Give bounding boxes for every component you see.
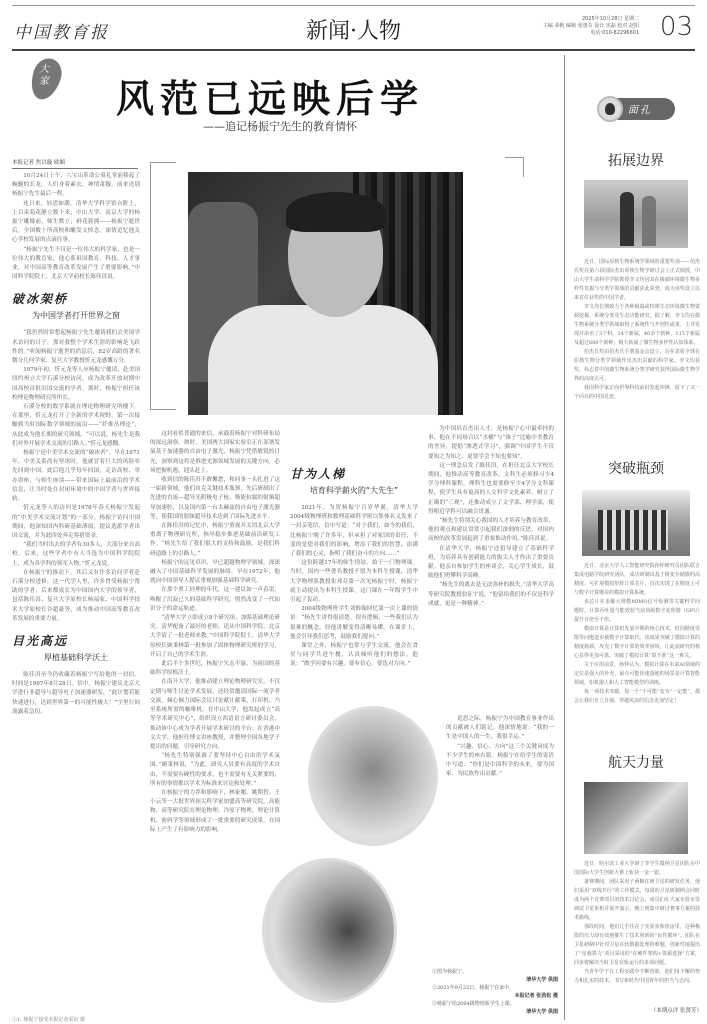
portrait-photo — [188, 172, 463, 415]
paragraph: 那段时间，他们几乎住在了实验室和机房里，这种极限的压力却有效地催生了技术创新的“良性循环”。团队在卫星研制中针对卫星在轨数据处理的难题，创新性地提出了“星载算力”项目采用的“在硬件架构+资源选择”方案，同步将解决当时卫星在轨运行的多项问题。 — [574, 924, 700, 966]
paragraph: “杨振宁先生不仅是一位伟大的科学家，也是一位伟大的教育家，他心系祖国教育、科技、人才事业，对中国高等教育改革发展产生了重要影响。”中国科学院院士、北京大学前校长陈佳洱说。 — [12, 246, 140, 281]
article-column-3 — [290, 465, 418, 724]
paragraph: 2021年，为贺杨振宁百岁华诞，清华大学2004级物理班和数理基础科学班以集体名义发来了一封亲笔信，信中写道：“对于我们，如今的我们，比杨振宁晚了许多年，但承担了对家国的责任，不变的是您对我们的影响，增添了我们的智慧，添满了我们的心灵，指明了我们奋斗的方向……” — [290, 505, 418, 558]
article-column-4 — [428, 425, 554, 945]
paragraph: 在杨振宁的推动下，其后又有许多访问学者赴石溪分校进修，这一代学人里，许多曾受杨振宁帮助的学者，后来都成长为中国国内大学的领导者，包括陈佳洱、复旦大学原校长杨福家、中国科学技术大学原校长谷超豪等，成为推动中国高等教育改革发展的重要力量。 — [12, 569, 140, 622]
issue-meta — [543, 16, 639, 37]
paragraph: 我国科学家正向世界科技前沿发起冲锋，留下了又一个闪亮的中国足迹。 — [574, 385, 700, 400]
section-heading: 目光高远 — [12, 633, 69, 648]
paragraph: 收到信的陈佳洱不敢懈怠，和同事一头扎进了这一崭新领域。他们攻克关键技术瓶颈，先后研制出了先进的直流—超导光阴极电子枪、吸能抗腐的射频超导加速腔，以及国内第一台太赫兹的自由电子激光器等，使我国的射频超导技术达到了国际先进水平。 — [150, 477, 280, 520]
paragraph: 为中国培育杰出人才，是杨振宁心中最牵挂的事。他在不同场合以“水桶”与“锥子”比喻中美教育的差异，提倡“渗透式学习”，强调“中国学生不仅要知之为知之，更要学会不知也要知”。 — [428, 426, 554, 460]
sidebar-story-heading: 突破瓶颈 — [608, 461, 664, 477]
paragraph: 近日，北京大学人工智能研究院孙仲研究员团队联合集成电路学院研究团队，成功研制出基于阻变存储器的高精度、可扩展模拟矩阵计算芯片，首次实现了在精度上可与数字计算媲美的模拟计算系统。 — [574, 563, 700, 596]
paragraph: “兴趣、信心、方向”这三个关键词成为不少学生的座右铭。杨振宁在给学生的寄语中写道：“你们是中国科学的未来，要为国家、为民族作出贡献。” — [446, 743, 554, 778]
paragraph: 该芯片在求解大规模MIMO信号检测等关键科学问题时，计算吞吐量与能效较当前顶级数字处理器（GPU）提升百倍至千倍。 — [574, 599, 700, 623]
circle-photo-2 — [262, 858, 397, 1003]
photo-captions — [432, 968, 558, 1016]
photo-frame-corner — [523, 157, 524, 177]
caption-credit: 本报记者 张劲松 摄 — [514, 993, 558, 999]
paragraph: 这份跨越17年的师生情谊，始于一门物理课。当时，国内一些著名教授不愿为本科生授课，清华大学物理系教授朱邦芬第一次见杨振宁时，杨振宁就主动提出为本科生授课，这门课在一年级学生中引起了轰动。 — [290, 560, 418, 604]
great-wall-group-photo — [582, 490, 690, 556]
paragraph: 近日，国际原核生物系统学领域的重要奖项——伯杰氏奖在第六届国际杰出原核生物学研讨会上正式颁授，中山大学生命科学学院教授李文均因其在极端环境微生物多样性发掘与分类学领域的贡献获此荣誉，成为该奖设立以来首位获奖的中国学者。 — [574, 259, 700, 301]
caption-credit: 清华大学 供图 — [526, 977, 558, 983]
paragraph: 在那个重工轻理的年代，这一建议如一声春雷，唤醒了沉寂已久的基础科学研究，悄然改变了一代知识分子的命运轨迹。 — [150, 587, 280, 612]
paragraph: 在南开大学，他推动建立理论物理研究室，不仅定期与师生讨论学术发展，还经常邀请国际一流学者交流，倾心倾力国际会议讨论献计献策，打印机、乃至系统所需的咖啡机。在中山大学，他发起成立“高等学术研究中心”，组织设立西语语言研讨委员会，推动该中心成为学者开展学术研讨的平台；在香港中文大学，他担任博文讲座教授，并整理全国各地学子提出的问题，引导研究方向。 — [150, 679, 280, 750]
article-column-2 — [150, 430, 280, 835]
circle-photo-1 — [308, 706, 438, 846]
section-subheading: 为中国学者打开世界之窗 — [32, 311, 120, 321]
section-heading: 破冰架桥 — [12, 292, 69, 307]
newspaper-logo: 中国教育报 — [14, 23, 109, 43]
article-column-1 — [12, 172, 140, 717]
paragraph: 伯杰氏奖由伯杰氏手册基金会设立，旨在表彰全球在原核生物分类学领域作出杰出贡献的科学家。李文均获奖，标志着中国微生物系统分类学研究获得国际微生物学界的高度认可。 — [574, 349, 700, 382]
section-heading: 甘为人梯 — [290, 467, 347, 481]
face-avatar-icon — [597, 96, 623, 122]
caption-credit: 清华大学 供图 — [526, 1009, 558, 1015]
section-subheading: 厚植基础科学沃土 — [44, 652, 108, 662]
paragraph: 追思之际，杨振宁为中国教育事业作出的贡献被人们铭记。他深情地说：“我的一生是中国人的一生，我很幸运。” — [446, 716, 554, 741]
sidebar-story-text — [574, 860, 700, 1004]
tag-label: 大家 — [38, 63, 49, 87]
paragraph: “我仍然时常想起杨振宁先生邀请我们去美国学术访问的日子，那对我整个学术生涯的影响是飞跃性的。”听闻杨振宁逝世的消息后，82岁高龄的著名微分几何学家、复旦大学教授忻元龙感慨万分。 — [12, 330, 140, 365]
caption-text: ③杨振宁给2004级物理系学生上课。 — [432, 1001, 515, 1007]
sidebar-story-heading: 拓展边界 — [608, 153, 664, 169]
paragraph: 这封看似普通的来信，承载着杨振宁对科研布局的深远洞察。彼时，美国两大国家实验室正在部署发展基于加速器的自由电子激光，杨振宁凭借敏锐的目光，洞察到这将是推进光源领域发展的关键方向，必须把握机遇，迎头赶上。 — [150, 431, 280, 474]
section-title: 新闻·人物 — [306, 19, 401, 44]
sidebar-story-heading: 航天力量 — [608, 755, 664, 771]
paragraph: 课堂之外，杨振宁也常与学生交流。他会在食堂与同学共进午餐，认真倾听他们的想法。他说：“做学问要有兴趣，要有信心，要选对方向。” — [290, 643, 418, 668]
section-subheading: 培育科学薪火的“大先生” — [309, 486, 399, 495]
paragraph: 连日来，轻思如潮。清华大学科学馆台阶上，上百束菊花静立数十米；中山大学、南京大学的杨振宁雕像前，师生默立；鲜花簇拥——杨振宁逝世后，全国数十所高校和雕发文悼念，深情追忆他关心学校发展的点滴往事。 — [12, 200, 140, 244]
sidebar-badge-label: 面孔 — [628, 105, 652, 116]
caption-text: ②2021年9月22日，杨振宁在家中。 — [432, 985, 515, 991]
article-byline: 本报记者 焦以璇 欧媚 — [12, 158, 138, 169]
paragraph: 近日，哈尔滨工业大学研了李学生微纳卫星团队在中国国际大学生创新大赛上斩获一金一银。 — [574, 861, 700, 876]
paragraph: 2004级物理班学生刘惟翰回忆第一次上课的情景：“杨先生讲得很清楚、很有逻辑，一些我们认为很难的概念，经他讲解变得清晰易懂。在课堂上，他会引导我们思考，鼓励我们提问。” — [290, 606, 418, 640]
paragraph: “杨先生的离去是无法弥补的损失。”清华大学高等研究院教授翁征宇说，“他留给我们的不仅是科学成就，更是一种精神。” — [428, 582, 554, 607]
paragraph: 在陈佳洱的记忆中，杨振宁重视并关切北京大学重离子物理研究所，指导稳步推进基础前沿研发工作。“杨先生给了我们很大的支持和鼓励，是我们科研道路上的引路人。” — [150, 523, 280, 557]
paragraph: 关于应用前景，孙仲认为，模拟计算在未来AI领域的定位是强大的补充，最有可能快速落地的场景是计算智能领域，如机器人和人工智能模型的训练。 — [574, 662, 700, 686]
award-photo — [584, 180, 688, 248]
paragraph: “我们当时出去的学者有30多人，大部分来自高校。后来，这些学者中有人当选为中国科学院院士，成为各学科的领军人物。”忻元龙说。 — [12, 542, 140, 567]
lab-workers-photo — [584, 782, 688, 854]
paragraph: 每一项技术突破，每一个“不可能”变为“一定能”，都会让我们自立自强，穿越风浪的信念更加坚定！ — [574, 689, 700, 704]
paragraph: 这一理念启发了陈佳洱。在担任北京大学校长期间，他推动高等教育改革，文科生必须修习少4学分理科课程，理科生也需要修至少4学分文科课程，使学生具有更高的人文科学文化素养，树立了正确的“三观”，还推动成立了文学部、理学部，使得相近学科可以融合贯通。 — [428, 462, 554, 515]
sidebar-divider — [564, 55, 565, 1020]
paragraph: “杨先生特别强调了要坚持中心自由的学术氛围。”顾秉林说，“为此，研究人员要有高度的学术自由，不需要有硬性的要求，也不需要有无关紧要的，所有的事情都以学术为标准来讨论和处理。” — [150, 753, 280, 787]
paragraph: 模拟计算是计算机发展早期的核心技术，但因精度受限等问题逐步被数字计算取代。该成果突破了模拟计算的精度瓶颈，攻克了数字计算的效率困境，让此前研究的核心显得更加可靠，突破了模拟计算“算不准”这一难关。 — [574, 626, 700, 659]
paragraph: 当青年学子在工程实践中不断创新，他们用不懈的努力和扎实的技术，书写新时代中国青年的担当与志向。 — [574, 969, 700, 984]
masthead — [12, 5, 695, 51]
paragraph: 10月24日上午，八宝山革命公墓礼堂前移起了蜿蜒的长龙。人们身着素衣，神情肃穆，前来送别杨振宁先生最后一程。 — [12, 173, 140, 198]
leaf-tag-icon — [26, 55, 66, 104]
caption-text: ①图为杨振宁。 — [432, 969, 468, 975]
paragraph: 在杨振宁的力荐和影响下，林家翘、姚期智、王小云等一大批世界顶尖科学家加盟高等研究院。高能物、高等研究院在理论物理、冷原子物理、理论计算机、密码学等领域形成了一批重要的研究成果，在国际上产生了有影响力的影响。 — [150, 789, 280, 833]
sidebar-credit: （本期点评 张贤芳） — [650, 1008, 702, 1014]
paragraph: 杨振宁的远见卓识，早已超越物理学领域，深深融入了中国基础科学发展的脉络。早在1972年，他就向中国领导人提议重视加强基础科学研究。 — [150, 559, 280, 585]
paragraph: 在清华大学，杨振宁还倡导建立了基础科学班，为培养具有创新能力的拔尖人才作出了重要贡献。他亲自参加学生的座谈会，关心学生成长，鼓励他们勇攀科学高峰。 — [428, 545, 554, 580]
paragraph: 陈佳洱至今仍收藏着杨振宁写给他的一封信。时间是1997年8月28日。信中，杨振宁建议北京大学进行非超导与超导电子加速器研发，“此计划若能快速进行，达到世界第一的可能性极大！”字里行间流露着急切。 — [12, 671, 140, 715]
paragraph: “杨先生特别关心我国的人才培养与教育改革，他的观点和建议常常引起我们深刻的反思，对国内高校的改革发展起到了重要推动作用。”陈佳洱说。 — [428, 518, 554, 543]
article-headline: 风范已远映后学 — [115, 77, 424, 121]
footer-fragment: ①1. 杨振宁接受本报记者采访 摄 — [12, 1017, 85, 1023]
paragraph: “清华大学立即成立8个研究组，加强基础理论研究。清华配备了最好的老师，送从中国科学院、北京大学请了一批老师来教。”中国科学院院士、清华大学原校长顾秉林第一批参加了固体物理研究班的学习，开启了自己的学术生涯。 — [150, 615, 280, 658]
page-number: 03 — [659, 12, 693, 42]
paragraph: 1979年初，忻元龙等人应杨振宁邀请，赴美国纽约州立大学石溪分校访问，成为改革开放初期中国高校首批出国交流的学者。那时，杨振宁担任该校理论物理研究所所长。 — [12, 367, 140, 401]
photo-frame-corner — [505, 157, 523, 158]
sidebar-story-text — [574, 258, 700, 448]
phone-line: 电话:010-82296601 — [590, 30, 639, 36]
photo-frame — [150, 162, 176, 410]
paragraph: 李文均长期致力于各种极端或特殊生态环境微生物资源挖掘、系统分类及生态功能研究。据了解，李文均在微生物系统分类学领域取得了系统性与开创性成果，主导发现并命名了3个科、24个新属，40余个新种，115个新属及超过680个新种，极大拓展了微生物多样性认知体系。 — [574, 304, 700, 346]
issue-date: 2025年10月28日 星期二 — [581, 16, 639, 22]
paragraph: 此后半个多世纪，杨振宁矢志不渝，为祖国的基础科学厚植沃土。 — [150, 661, 280, 677]
paragraph: 石溪分校的数学系就在理论物理研究所楼下。在那里，忻元龙打开了全新的学术视野，第一次接触到当时国际数学领域的前沿——“纤维丛理论”，从此成为他长期的研究领域。“可以说，杨先生是我们对外开展学术交流的引路人。”忻元龙感慨。 — [12, 404, 140, 447]
article-subhead: ——追记杨振宁先生的教育情怀 — [203, 120, 357, 133]
sidebar-story-text — [574, 562, 700, 740]
editor-credits: 主编 荣帆 编辑 张惠芬 设计 宪磊 校对 赵阳 — [542, 23, 639, 29]
paragraph: 忻元龙等人的访问是1978年春天杨振宁发起的“中美学术交流计划”的一部分。杨振宁访问中国期间，他深知国内科研基础薄弱，提议选派学者出国交流，并为此四处奔走筹措资金。 — [12, 505, 140, 539]
paragraph: 杨振宁是中美学术交流的“破冰者”。早在1971年，中美关系尚有坚冰时，他就冒着巨大的风险率先回到中国。此后他几乎每年回国，走访高校、举办讲座，与师生座谈——带来国际上最前沿的学术信息，让当时处在封闭环境中的中国学者与世界接轨。 — [12, 450, 140, 503]
paragraph: 备赛期间，团队采用子两颗在研卫星的研发任务，他们采用“双线并行”的工作模式，每周的卫星研制例会同时成为两个竞赛项目的技术讨论会，成员们在大家实验室里调试卫星单机并展开演示，晚上则集中研讨赛事方案的技术路线。 — [574, 879, 700, 921]
